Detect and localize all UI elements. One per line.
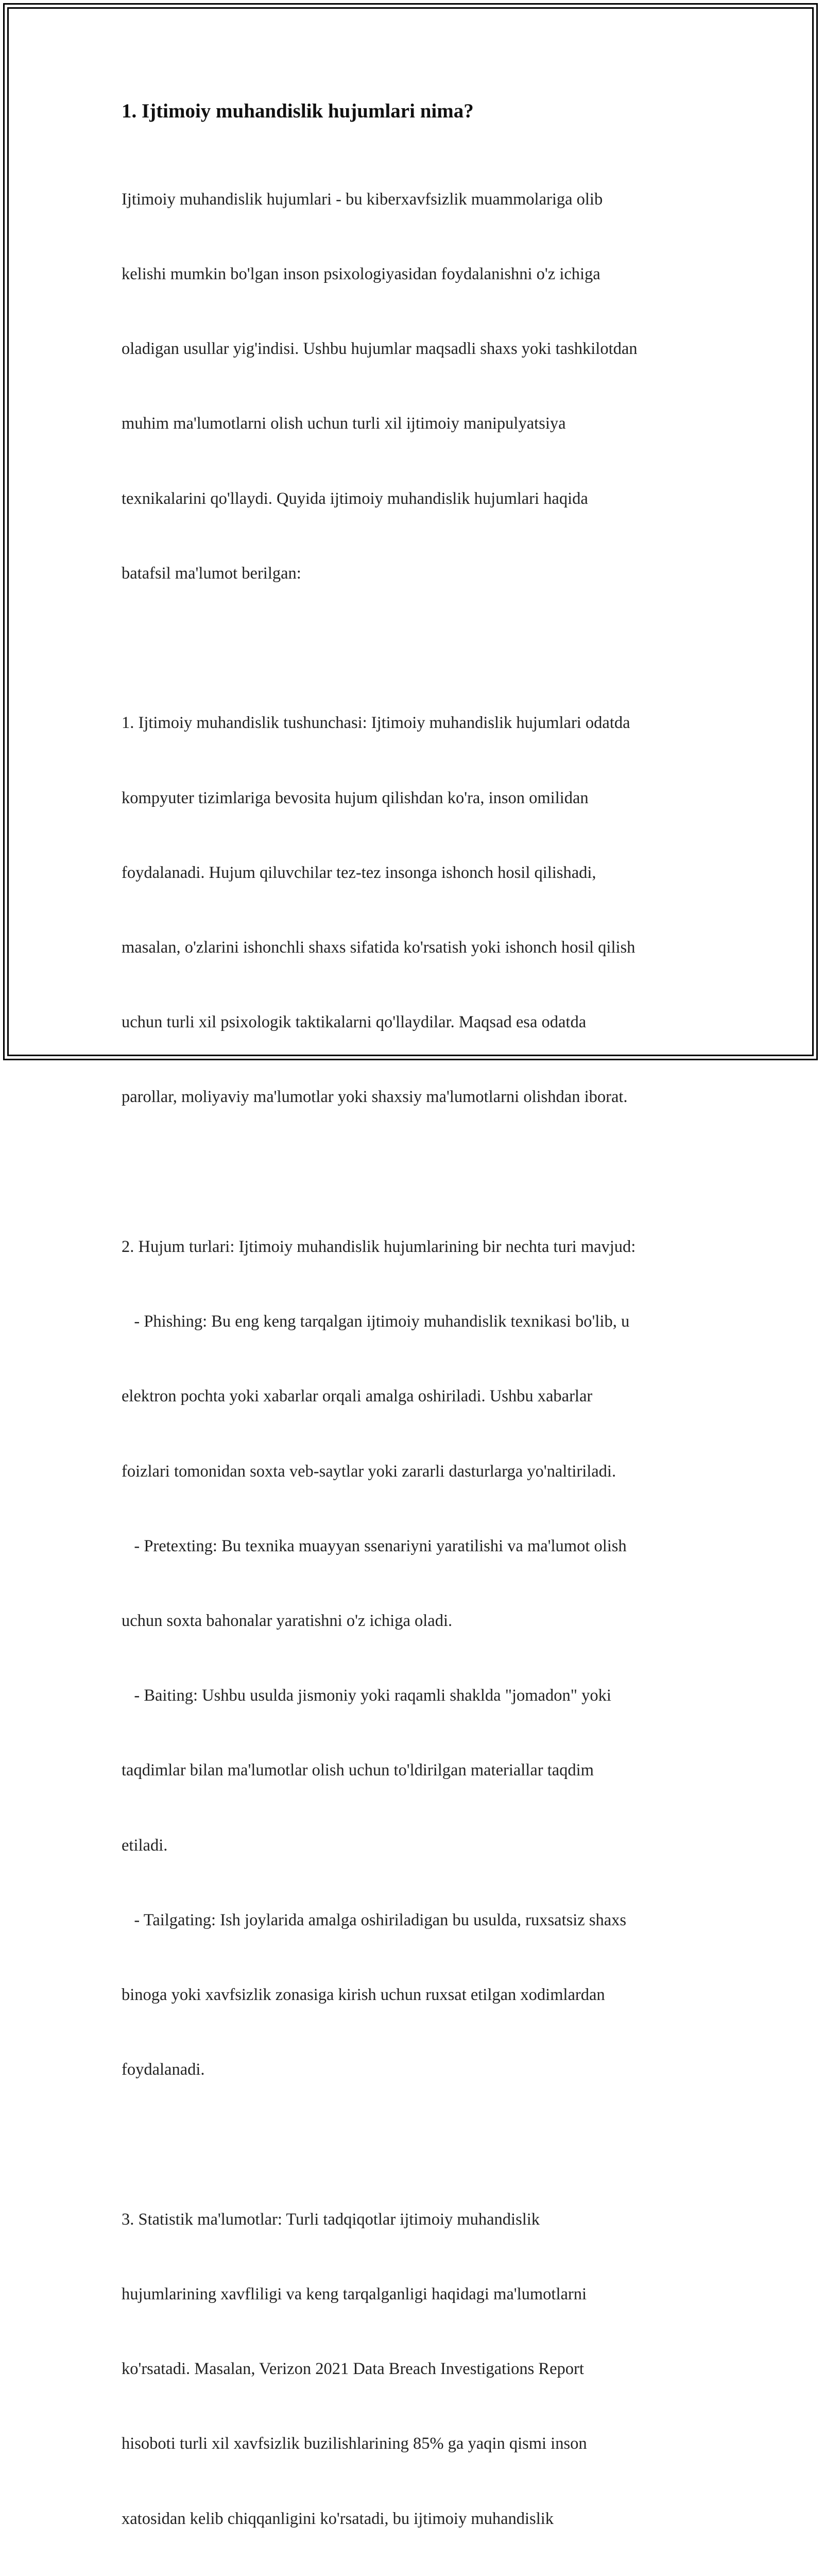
text-line: taqdimlar bilan ma'lumotlar olish uchun to'ldirilgan materiallar taqdim [122, 1761, 594, 1780]
text-line: - Tailgating: Ish joylarida amalga oshiriladigan bu usulda, ruxsatsiz shaxs [122, 1910, 627, 1929]
blank-line [122, 2132, 719, 2157]
text-line: 1. Ijtimoiy muhandislik tushunchasi: Ijtimoiy muhandislik hujumlari odatda [122, 714, 630, 733]
text-line: uchun soxta bahonalar yaratishni o'z ichiga oladi. [122, 1611, 453, 1630]
text-line: foizlari tomonidan soxta veb-saytlar yoki zararli dasturlarga yo'naltiriladi. [122, 1462, 616, 1481]
blank-line [122, 1160, 719, 1184]
text-line: foydalanadi. [122, 2060, 205, 2079]
blank-line [122, 636, 719, 660]
text-line: 3. Statistik ma'lumotlar: Turli tadqiqotlar ijtimoiy muhandislik [122, 2210, 540, 2229]
text-line: binoga yoki xavfsizlik zonasiga kirish uchun ruxsat etilgan xodimlardan [122, 1986, 605, 2005]
text-line: masalan, o'zlarini ishonchli shaxs sifatida ko'rsatish yoki ishonch hosil qilish [122, 938, 636, 957]
text-line: elektron pochta yoki xabarlar orqali amalga oshiriladi. Ushbu xabarlar [122, 1387, 593, 1406]
text-line: kompyuter tizimlariga bevosita hujum qilishdan ko'ra, inson omilidan [122, 788, 589, 807]
text-line: - Phishing: Bu eng keng tarqalgan ijtimoiy muhandislik texnikasi bo'lib, u [122, 1312, 630, 1331]
text-line: texnikalarini qo'llaydi. Quyida ijtimoiy muhandislik hujumlari haqida [122, 489, 588, 508]
text-line: batafsil ma'lumot berilgan: [122, 564, 301, 583]
document-body [122, 137, 719, 2576]
text-line: ko'rsatadi. Masalan, Verizon 2021 Data Breach Investigations Report [122, 2360, 584, 2379]
text-line: oladigan usullar yig'indisi. Ushbu hujumlar maqsadli shaxs yoki tashkilotdan [122, 340, 638, 359]
document-content [122, 97, 719, 2576]
text-line: 2. Hujum turlari: Ijtimoiy muhandislik hujumlarining bir nechta turi mavjud: [122, 1237, 636, 1256]
text-line: foydalanadi. Hujum qiluvchilar tez-tez insonga ishonch hosil qilishadi, [122, 863, 596, 882]
text-line: Ijtimoiy muhandislik hujumlari - bu kiberxavfsizlik muammolariga olib [122, 190, 603, 209]
text-line: - Baiting: Ushbu usulda jismoniy yoki raqamli shaklda "jomadon" yoki [122, 1686, 611, 1705]
text-line: hisoboti turli xil xavfsizlik buzilishlarining 85% ga yaqin qismi inson [122, 2434, 587, 2453]
text-line: hujumlarining xavfliligi va keng tarqalganligi haqidagi ma'lumotlarni [122, 2284, 587, 2303]
text-line: parollar, moliyaviy ma'lumotlar yoki shaxsiy ma'lumotlarni olishdan iborat. [122, 1088, 628, 1107]
text-line: kelishi mumkin bo'lgan inson psixologiyasidan foydalanishni o'z ichiga [122, 265, 600, 284]
text-line: - Pretexting: Bu texnika muayyan ssenariyni yaratilishi va ma'lumot olish [122, 1536, 627, 1555]
text-line: etiladi. [122, 1836, 168, 1855]
text-line: uchun turli xil psixologik taktikalarni qo'llaydilar. Maqsad esa odatda [122, 1013, 587, 1032]
text-line: xatosidan kelib chiqqanligini ko'rsatadi, bu ijtimoiy muhandislik [122, 2509, 554, 2528]
document-heading: 1. Ijtimoiy muhandislik hujumlari nima? [122, 100, 474, 122]
text-line: muhim ma'lumotlarni olish uchun turli xil ijtimoiy manipulyatsiya [122, 414, 566, 433]
